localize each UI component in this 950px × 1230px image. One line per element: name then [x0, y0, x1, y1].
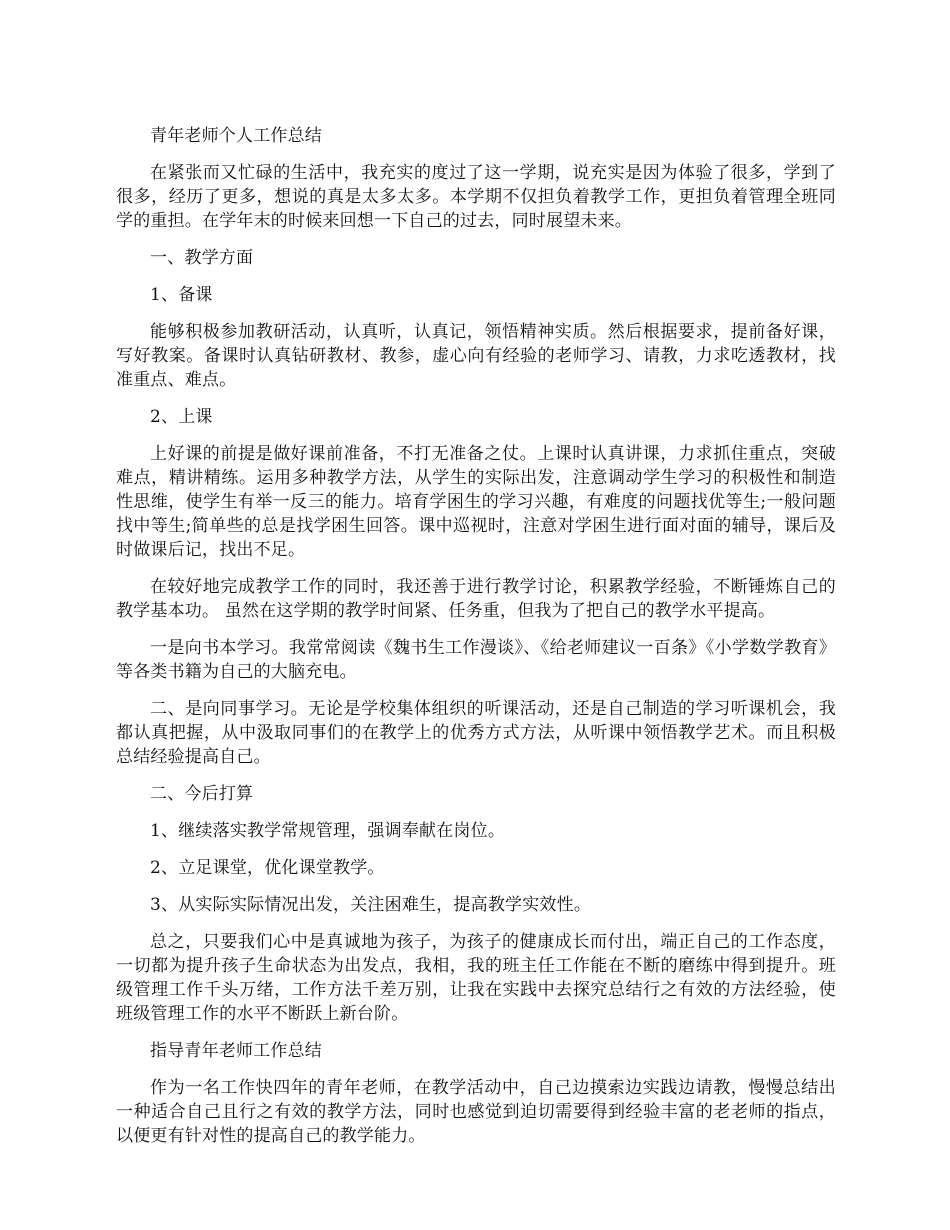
paragraph: 一是向书本学习。我常常阅读《魏书生工作漫谈》、《给老师建议一百条》《小学数学教育》等各类书籍为自己的大脑充电。 — [116, 638, 836, 682]
subsection-heading: 2、上课 — [150, 407, 213, 427]
paragraph: 在紧张而又忙碌的生活中，我充实的度过了这一学期，说充实是因为体验了很多，学到了很多，经历了更多，想说的真是太多太多。本学期不仅担负着教学工作，更担负着管理全班同学的重担。在学年末的时候来回想一下自己的过去，同时展望未来。 — [116, 163, 836, 231]
paragraph: 上好课的前提是做好课前准备，不打无准备之仗。上课时认真讲课，力求抓住重点，突破难点，精讲精练。运用多种教学方法，从学生的实际出发，注意调动学生学习的积极性和制造性思维，使学生有举一反三的能力。培育学困生的学习兴趣，有难度的问题找优等生;一般问题找中等生;简单些的总是找学困生回答。课中巡视时，注意对学困生进行面对面的辅导，课后及时做课后记，找出不足。 — [116, 444, 836, 560]
paragraph: 二、是向同事学习。无论是学校集体组织的听课活动，还是自己制造的学习听课机会，我都认真把握，从中汲取同事们的在教学上的优秀方式方法，从听课中领悟教学艺术。而且积极总结经验提高自己。 — [116, 699, 836, 767]
document-title: 青年老师个人工作总结 — [150, 126, 322, 146]
document-subtitle: 指导青年老师工作总结 — [150, 1041, 322, 1061]
paragraph: 在较好地完成教学工作的同时，我还善于进行教学讨论，积累教学经验，不断锤炼自己的教学基本功。 虽然在这学期的教学时间紧、任务重，但我为了把自己的教学水平提高。 — [116, 577, 836, 621]
paragraph: 能够积极参加教研活动，认真听，认真记，领悟精神实质。然后根据要求，提前备好课，写好教案。备课时认真钻研教材、教参，虚心向有经验的老师学习、请教，力求吃透教材，找准重点、难点。 — [116, 322, 836, 390]
paragraph: 总之，只要我们心中是真诚地为孩子，为孩子的健康成长而付出，端正自己的工作态度，一切都为提升孩子生命状态为出发点，我相，我的班主任工作能在不断的磨练中得到提升。班级管理工作千头万绪，工作方法千差万别，让我在实践中去探究总结行之有效的方法经验，使班级管理工作的水平不断跃上新台阶。 — [116, 932, 836, 1024]
list-item: 3、从实际实际情况出发，关注困难生，提高教学实效性。 — [150, 895, 592, 915]
paragraph: 作为一名工作快四年的青年老师，在教学活动中，自己边摸索边实践边请教，慢慢总结出一种适合自己且行之有效的教学方法，同时也感觉到迫切需要得到经验丰富的老老师的指点，以便更有针对性的提高自己的教学能力。 — [116, 1078, 836, 1146]
list-item: 2、立足课堂，优化课堂教学。 — [150, 858, 385, 878]
document-body — [116, 124, 836, 1161]
subsection-heading: 1、备课 — [150, 285, 213, 305]
list-item: 1、继续落实教学常规管理，强调奉献在岗位。 — [150, 821, 506, 841]
section-heading: 一、教学方面 — [150, 248, 254, 268]
section-heading: 二、今后打算 — [150, 784, 254, 804]
